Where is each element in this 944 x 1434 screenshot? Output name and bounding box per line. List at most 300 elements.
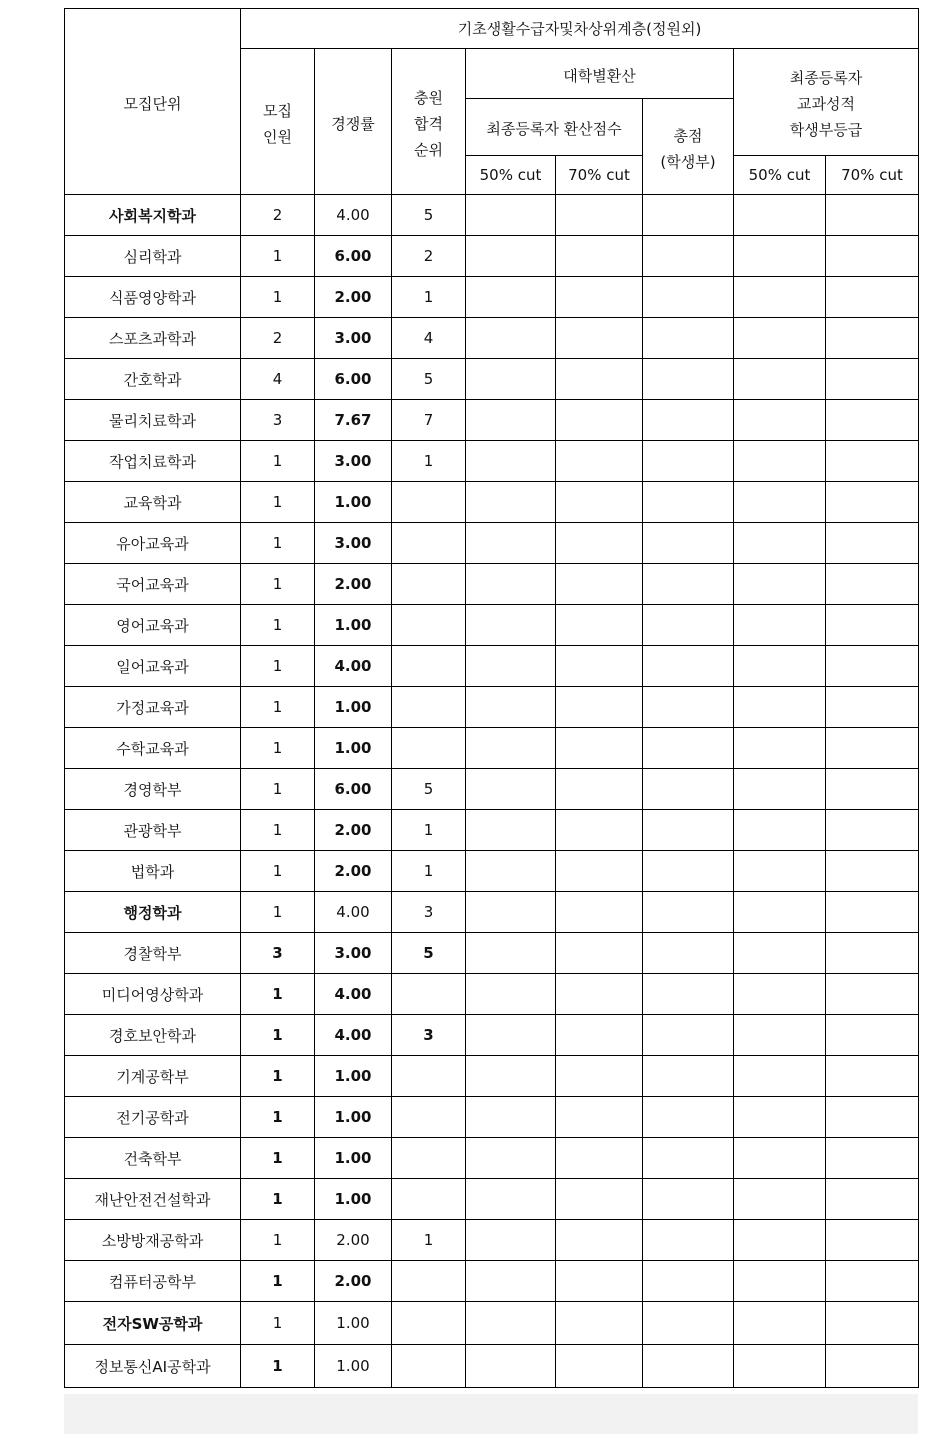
empty-cell: [643, 564, 734, 605]
empty-cell: [734, 728, 826, 769]
empty-cell: [734, 1220, 826, 1261]
empty-cell: [734, 482, 826, 523]
rate-cell: 7.67: [315, 400, 392, 441]
empty-cell: [556, 851, 643, 892]
empty-cell: [556, 1097, 643, 1138]
empty-cell: [826, 1138, 919, 1179]
empty-cell: [556, 605, 643, 646]
empty-cell: [734, 277, 826, 318]
empty-cell: [466, 1015, 556, 1056]
rank-cell: [392, 728, 466, 769]
empty-cell: [826, 277, 919, 318]
rate-cell: 2.00: [315, 1261, 392, 1302]
empty-cell: [734, 1345, 826, 1388]
dept-cell: 재난안전건설학과: [65, 1179, 241, 1220]
empty-cell: [556, 523, 643, 564]
empty-cell: [466, 851, 556, 892]
empty-cell: [826, 1179, 919, 1220]
dept-cell: 경호보안학과: [65, 1015, 241, 1056]
rank-cell: [392, 1179, 466, 1220]
quota-cell: 1: [241, 974, 315, 1015]
dept-cell: 컴퓨터공학부: [65, 1261, 241, 1302]
empty-cell: [466, 892, 556, 933]
rank-cell: [392, 482, 466, 523]
empty-cell: [734, 892, 826, 933]
empty-cell: [734, 1302, 826, 1345]
empty-cell: [643, 810, 734, 851]
dept-cell: 국어교육과: [65, 564, 241, 605]
empty-cell: [466, 195, 556, 236]
quota-cell: 1: [241, 1097, 315, 1138]
table-row: [65, 277, 919, 318]
header-group: 기초생활수급자및차상위계층(정원외): [241, 9, 919, 49]
rank-cell: [392, 687, 466, 728]
quota-cell: 2: [241, 195, 315, 236]
rate-cell: 1.00: [315, 728, 392, 769]
dept-cell: 심리학과: [65, 236, 241, 277]
header-converted: 대학별환산: [466, 49, 734, 99]
table-row: [65, 687, 919, 728]
empty-cell: [826, 1015, 919, 1056]
rank-cell: 5: [392, 195, 466, 236]
rate-cell: 1.00: [315, 687, 392, 728]
empty-cell: [826, 1302, 919, 1345]
rate-cell: 1.00: [315, 1056, 392, 1097]
quota-cell: 1: [241, 687, 315, 728]
dept-cell: 교육학과: [65, 482, 241, 523]
table-row: [65, 769, 919, 810]
table-row: [65, 1015, 919, 1056]
empty-cell: [466, 810, 556, 851]
empty-cell: [734, 646, 826, 687]
empty-cell: [466, 1261, 556, 1302]
table-row: [65, 1138, 919, 1179]
empty-cell: [556, 236, 643, 277]
empty-cell: [826, 646, 919, 687]
empty-cell: [826, 564, 919, 605]
rate-cell: 3.00: [315, 523, 392, 564]
empty-cell: [734, 687, 826, 728]
header-cut50-grade: 50% cut: [734, 156, 826, 195]
empty-cell: [556, 1138, 643, 1179]
empty-cell: [734, 1261, 826, 1302]
empty-cell: [643, 482, 734, 523]
rank-cell: 5: [392, 933, 466, 974]
rate-cell: 4.00: [315, 974, 392, 1015]
empty-cell: [826, 523, 919, 564]
empty-cell: [466, 1345, 556, 1388]
rate-cell: 2.00: [315, 564, 392, 605]
empty-cell: [734, 605, 826, 646]
rank-cell: [392, 1138, 466, 1179]
rate-cell: 3.00: [315, 933, 392, 974]
quota-cell: 1: [241, 851, 315, 892]
empty-cell: [466, 318, 556, 359]
empty-cell: [826, 400, 919, 441]
empty-cell: [734, 1056, 826, 1097]
empty-cell: [826, 728, 919, 769]
empty-cell: [556, 1179, 643, 1220]
empty-cell: [556, 933, 643, 974]
rate-cell: 3.00: [315, 318, 392, 359]
empty-cell: [466, 359, 556, 400]
table-row: [65, 810, 919, 851]
empty-cell: [734, 359, 826, 400]
dept-cell: 관광학부: [65, 810, 241, 851]
empty-cell: [826, 933, 919, 974]
quota-cell: 3: [241, 400, 315, 441]
dept-cell: 소방방재공학과: [65, 1220, 241, 1261]
quota-cell: 4: [241, 359, 315, 400]
empty-cell: [556, 400, 643, 441]
empty-cell: [466, 605, 556, 646]
empty-cell: [643, 1345, 734, 1388]
rank-cell: 2: [392, 236, 466, 277]
table-row: [65, 933, 919, 974]
empty-cell: [734, 974, 826, 1015]
table-row: [65, 523, 919, 564]
empty-cell: [643, 974, 734, 1015]
rate-cell: 2.00: [315, 851, 392, 892]
table-row: [65, 1302, 919, 1345]
dept-cell: 가정교육과: [65, 687, 241, 728]
rank-cell: [392, 646, 466, 687]
rate-cell: 1.00: [315, 482, 392, 523]
table-row: [65, 1261, 919, 1302]
rate-cell: 2.00: [315, 1220, 392, 1261]
rate-cell: 1.00: [315, 1138, 392, 1179]
empty-cell: [643, 236, 734, 277]
table-row: [65, 851, 919, 892]
empty-cell: [466, 523, 556, 564]
empty-cell: [643, 195, 734, 236]
empty-cell: [466, 1138, 556, 1179]
dept-cell: 경영학부: [65, 769, 241, 810]
dept-cell: 일어교육과: [65, 646, 241, 687]
quota-cell: 1: [241, 1220, 315, 1261]
empty-cell: [643, 851, 734, 892]
empty-cell: [826, 1056, 919, 1097]
rate-cell: 1.00: [315, 1345, 392, 1388]
empty-cell: [643, 1179, 734, 1220]
empty-cell: [826, 851, 919, 892]
rate-cell: 3.00: [315, 441, 392, 482]
empty-cell: [826, 1220, 919, 1261]
empty-cell: [556, 441, 643, 482]
dept-cell: 미디어영상학과: [65, 974, 241, 1015]
dept-cell: 건축학부: [65, 1138, 241, 1179]
table-row: [65, 236, 919, 277]
empty-cell: [826, 892, 919, 933]
empty-cell: [556, 646, 643, 687]
empty-cell: [734, 769, 826, 810]
table-row: [65, 974, 919, 1015]
empty-cell: [826, 769, 919, 810]
empty-cell: [556, 482, 643, 523]
empty-cell: [556, 810, 643, 851]
page-bottom-margin: [64, 1394, 918, 1434]
quota-cell: 2: [241, 318, 315, 359]
rank-cell: [392, 1097, 466, 1138]
empty-cell: [466, 646, 556, 687]
header-quota: [241, 49, 315, 195]
rate-cell: 6.00: [315, 236, 392, 277]
table-row: [65, 1179, 919, 1220]
rate-cell: 4.00: [315, 892, 392, 933]
empty-cell: [556, 1261, 643, 1302]
dept-cell: 사회복지학과: [65, 195, 241, 236]
rate-cell: 1.00: [315, 1302, 392, 1345]
empty-cell: [643, 359, 734, 400]
empty-cell: [643, 400, 734, 441]
empty-cell: [466, 441, 556, 482]
header-unit: 모집단위: [65, 9, 241, 195]
table-row: [65, 1345, 919, 1388]
empty-cell: [734, 1138, 826, 1179]
empty-cell: [466, 277, 556, 318]
empty-cell: [643, 441, 734, 482]
quota-cell: 1: [241, 1302, 315, 1345]
empty-cell: [466, 1179, 556, 1220]
empty-cell: [826, 1097, 919, 1138]
empty-cell: [643, 687, 734, 728]
quota-cell: 1: [241, 605, 315, 646]
rank-cell: [392, 564, 466, 605]
empty-cell: [466, 1097, 556, 1138]
table-row: [65, 646, 919, 687]
quota-cell: 1: [241, 441, 315, 482]
quota-cell: 1: [241, 769, 315, 810]
empty-cell: [734, 441, 826, 482]
table-row: [65, 318, 919, 359]
table-row: [65, 728, 919, 769]
quota-cell: 1: [241, 1138, 315, 1179]
quota-cell: 1: [241, 1345, 315, 1388]
quota-cell: 1: [241, 1261, 315, 1302]
quota-cell: 1: [241, 892, 315, 933]
empty-cell: [826, 605, 919, 646]
empty-cell: [734, 810, 826, 851]
dept-cell: 행정학과: [65, 892, 241, 933]
empty-cell: [556, 318, 643, 359]
table-row: [65, 605, 919, 646]
header-waitlist: [392, 49, 466, 195]
empty-cell: [734, 523, 826, 564]
rank-cell: [392, 1345, 466, 1388]
table-row: [65, 400, 919, 441]
rank-cell: 4: [392, 318, 466, 359]
empty-cell: [734, 933, 826, 974]
empty-cell: [734, 1179, 826, 1220]
empty-cell: [556, 1015, 643, 1056]
quota-cell: 1: [241, 728, 315, 769]
empty-cell: [643, 892, 734, 933]
empty-cell: [643, 523, 734, 564]
empty-cell: [826, 687, 919, 728]
empty-cell: [826, 974, 919, 1015]
quota-cell: 1: [241, 646, 315, 687]
admissions-results-table: [64, 8, 919, 1388]
empty-cell: [556, 1220, 643, 1261]
empty-cell: [466, 1056, 556, 1097]
dept-cell: 물리치료학과: [65, 400, 241, 441]
empty-cell: [643, 1097, 734, 1138]
rank-cell: 7: [392, 400, 466, 441]
empty-cell: [643, 318, 734, 359]
rank-cell: [392, 1302, 466, 1345]
empty-cell: [643, 728, 734, 769]
rate-cell: 1.00: [315, 1097, 392, 1138]
dept-cell: 정보통신AI공학과: [65, 1345, 241, 1388]
rate-cell: 4.00: [315, 195, 392, 236]
rate-cell: 6.00: [315, 359, 392, 400]
table-row: [65, 482, 919, 523]
empty-cell: [556, 892, 643, 933]
empty-cell: [556, 359, 643, 400]
empty-cell: [556, 564, 643, 605]
quota-cell: 1: [241, 523, 315, 564]
rank-cell: [392, 974, 466, 1015]
empty-cell: [466, 687, 556, 728]
rank-cell: [392, 523, 466, 564]
header-waitlist-line3: 순위: [414, 140, 443, 159]
quota-cell: 1: [241, 482, 315, 523]
empty-cell: [643, 1015, 734, 1056]
rank-cell: 1: [392, 1220, 466, 1261]
table-row: [65, 564, 919, 605]
dept-cell: 기계공학부: [65, 1056, 241, 1097]
quota-cell: 1: [241, 236, 315, 277]
empty-cell: [556, 728, 643, 769]
empty-cell: [643, 1220, 734, 1261]
empty-cell: [466, 236, 556, 277]
quota-cell: 1: [241, 1015, 315, 1056]
empty-cell: [826, 236, 919, 277]
dept-cell: 영어교육과: [65, 605, 241, 646]
rank-cell: [392, 1261, 466, 1302]
empty-cell: [643, 933, 734, 974]
dept-cell: 작업치료학과: [65, 441, 241, 482]
table-row: [65, 1097, 919, 1138]
empty-cell: [466, 482, 556, 523]
quota-cell: 1: [241, 277, 315, 318]
dept-cell: 유아교육과: [65, 523, 241, 564]
quota-cell: 1: [241, 1179, 315, 1220]
empty-cell: [734, 1015, 826, 1056]
empty-cell: [826, 482, 919, 523]
header-total-line1: 총점: [673, 126, 703, 145]
rank-cell: 1: [392, 851, 466, 892]
empty-cell: [556, 195, 643, 236]
rate-cell: 2.00: [315, 277, 392, 318]
dept-cell: 간호학과: [65, 359, 241, 400]
header-cut70-converted: 70% cut: [556, 156, 643, 195]
header-cut50-converted: 50% cut: [466, 156, 556, 195]
header-waitlist-line1: 충원: [414, 88, 443, 107]
header-quota-line1: 모집: [263, 101, 292, 120]
rate-cell: 2.00: [315, 810, 392, 851]
empty-cell: [466, 1220, 556, 1261]
empty-cell: [556, 1302, 643, 1345]
header-waitlist-line2: 합격: [414, 114, 443, 133]
empty-cell: [556, 687, 643, 728]
empty-cell: [734, 400, 826, 441]
header-quota-line2: 인원: [263, 127, 292, 146]
empty-cell: [643, 1138, 734, 1179]
dept-cell: 법학과: [65, 851, 241, 892]
table-row: [65, 359, 919, 400]
dept-cell: 수학교육과: [65, 728, 241, 769]
rank-cell: 5: [392, 769, 466, 810]
empty-cell: [643, 1261, 734, 1302]
rate-cell: 1.00: [315, 605, 392, 646]
rank-cell: 3: [392, 1015, 466, 1056]
header-cut70-grade: 70% cut: [826, 156, 919, 195]
rank-cell: 5: [392, 359, 466, 400]
empty-cell: [826, 441, 919, 482]
empty-cell: [734, 1097, 826, 1138]
header-final-grade-line1: 최종등록자: [789, 69, 863, 87]
dept-cell: 전기공학과: [65, 1097, 241, 1138]
rate-cell: 1.00: [315, 1179, 392, 1220]
empty-cell: [556, 1056, 643, 1097]
empty-cell: [643, 646, 734, 687]
empty-cell: [466, 933, 556, 974]
rank-cell: [392, 605, 466, 646]
empty-cell: [466, 564, 556, 605]
empty-cell: [556, 277, 643, 318]
empty-cell: [826, 810, 919, 851]
empty-cell: [826, 1261, 919, 1302]
header-competition: 경쟁률: [315, 49, 392, 195]
dept-cell: 스포츠과학과: [65, 318, 241, 359]
empty-cell: [556, 769, 643, 810]
empty-cell: [643, 769, 734, 810]
empty-cell: [466, 728, 556, 769]
rate-cell: 4.00: [315, 646, 392, 687]
empty-cell: [643, 1302, 734, 1345]
rank-cell: 1: [392, 441, 466, 482]
empty-cell: [466, 974, 556, 1015]
empty-cell: [466, 1302, 556, 1345]
table-row: [65, 892, 919, 933]
empty-cell: [734, 195, 826, 236]
quota-cell: 3: [241, 933, 315, 974]
header-final-converted: 최종등록자 환산점수: [466, 99, 643, 156]
table-row: [65, 195, 919, 236]
rate-cell: 6.00: [315, 769, 392, 810]
empty-cell: [826, 318, 919, 359]
quota-cell: 1: [241, 810, 315, 851]
dept-cell: 경찰학부: [65, 933, 241, 974]
empty-cell: [556, 1345, 643, 1388]
rank-cell: 3: [392, 892, 466, 933]
empty-cell: [466, 769, 556, 810]
empty-cell: [643, 277, 734, 318]
empty-cell: [466, 400, 556, 441]
dept-cell: 전자SW공학과: [65, 1302, 241, 1345]
quota-cell: 1: [241, 1056, 315, 1097]
rank-cell: 1: [392, 277, 466, 318]
header-total: [643, 99, 734, 195]
quota-cell: 1: [241, 564, 315, 605]
dept-cell: 식품영양학과: [65, 277, 241, 318]
rank-cell: [392, 1056, 466, 1097]
table-row: [65, 1220, 919, 1261]
empty-cell: [826, 1345, 919, 1388]
table-row: [65, 441, 919, 482]
empty-cell: [643, 605, 734, 646]
